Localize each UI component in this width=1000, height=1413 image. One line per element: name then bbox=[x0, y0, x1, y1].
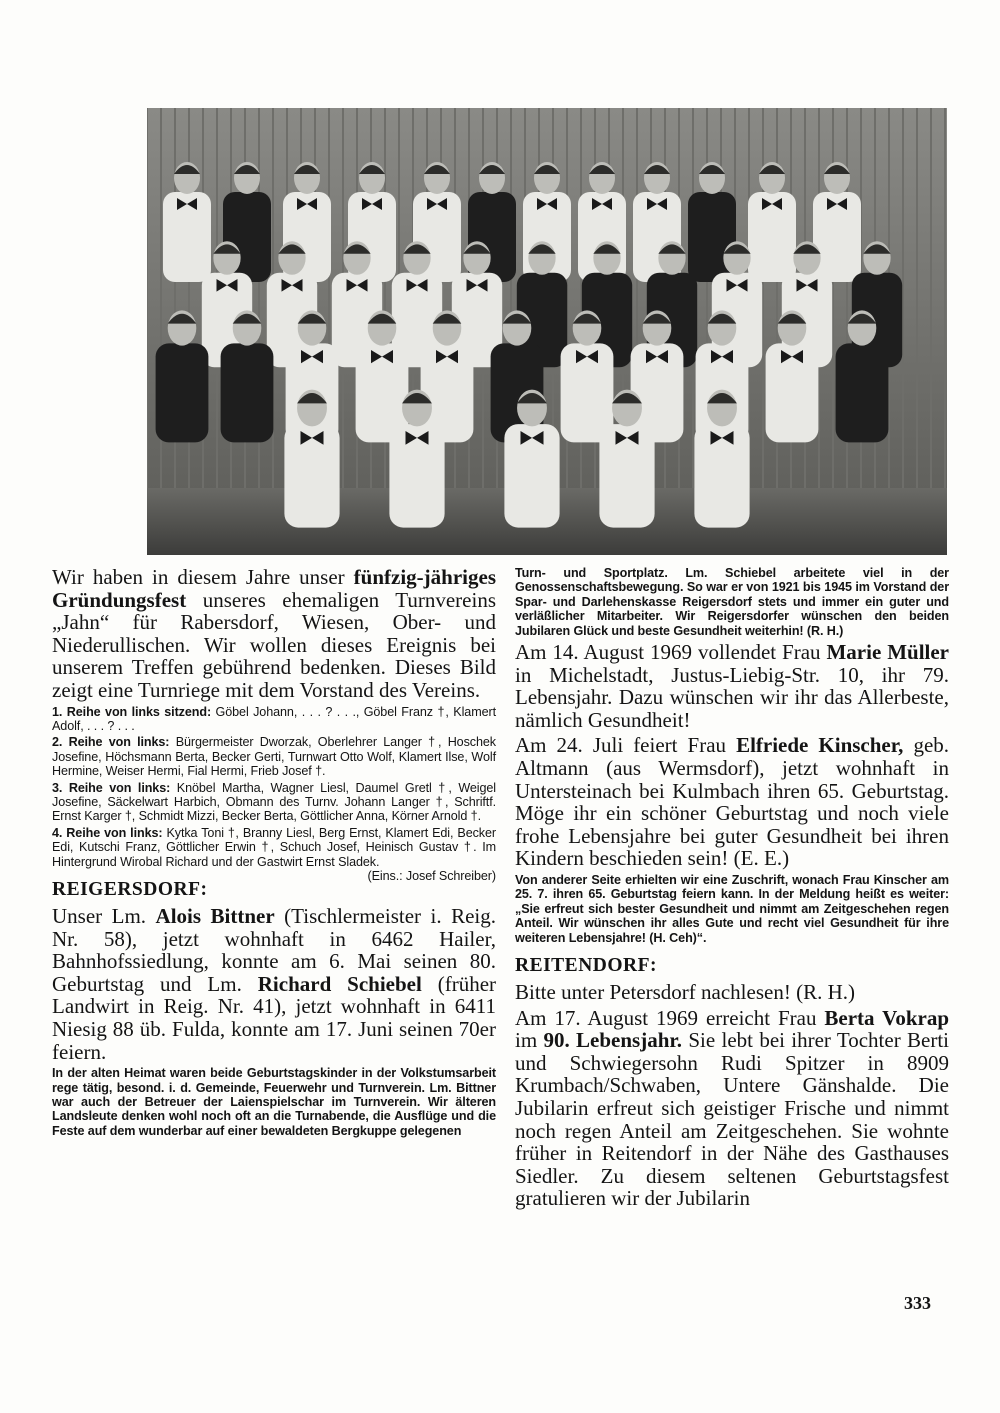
name-bold: Marie Müller bbox=[826, 640, 950, 665]
caption-row-text: Göbel Johann, . . . ? . . ., Göbel Franz †, Klamert Adolf, . . . ? . . . bbox=[52, 704, 496, 733]
caption-row-4 bbox=[52, 825, 496, 884]
caption-row-text: Kytka Toni †, Branny Liesl, Berg Ernst, Klamert Edi, Becker Edi, Kutschi Franz, Göttlicher Erwin †, Schuch Josef, Heinisch Gustav †. Im Hintergrund Wirobal Richard und der Gastwirt Ernst Sladek. bbox=[52, 825, 496, 869]
caption-row-2 bbox=[52, 735, 496, 778]
name-bold: Elfriede Kinscher, bbox=[736, 733, 904, 758]
name-bold: Berta Vokrap bbox=[824, 1005, 950, 1030]
text: Sie lebt bei ihrer Tochter Berti und Schwiegersohn Rudi Spitzer in 8909 Krumbach/Schwaben, Untere Gänshalde. Die Jubilarin erfreut sich geistiger Frische und nimmt noch regen Anteil am Zeitgeschehen. Sie wohnte früher in Reitendorf in der Nähe des Gasthauses Siedler. Zu diesem seltenen Geburtstagsfest gratulieren wir der Jubilarin bbox=[515, 1028, 949, 1211]
text: Am 17. August 1969 erreicht Frau bbox=[515, 1005, 825, 1030]
text: Am 24. Juli feiert Frau bbox=[515, 733, 737, 758]
intro-paragraph bbox=[52, 566, 496, 702]
reigersdorf-small-paragraph: In der alten Heimat waren beide Geburtstagskinder in der Volkstumsarbeit rege tätig, besond. i. d. Gemeinde, Feuerwehr und Turnverein. Lm. Bittner war auch der Betreuer der Laienspielschar im Turnverein. Wir älteren Landsleute denken wohl noch oft an die Turnabende, die Ausflüge und die Feste auf dem wunderbar auf einer bewaldeten Bergkuppe gelegenen bbox=[52, 1066, 496, 1138]
text: geb. Altmann (aus Wermsdorf), jetzt wohnhaft in Untersteinach bei Kulmbach ihren 65. Geburtstag. Möge ihr ein schöner Geburtstag und noch viele frohe Lebensjahre bei guter Gesundheit bei ihren Kindern beschieden sein! (E. E.) bbox=[515, 733, 950, 871]
text: (früher Landwirt in Reig. Nr. 41), jetzt wohnhaft in 6411 Niesig 88 üb. Fulda, konnte am 17. Juni seinen 70er feiern. bbox=[52, 971, 497, 1064]
text: (Tischlermeister i. Reig. Nr. 58), jetzt wohnhaft in 6462 Hailer, Bahnhofssiedlung, konnte am 6. Mai seinen 80. Geburtstag und Lm. bbox=[52, 904, 496, 996]
caption-row-1 bbox=[52, 705, 496, 734]
name-bold: Richard Schiebel bbox=[257, 971, 422, 996]
kinscher-paragraph bbox=[515, 734, 949, 870]
intro-text-1: Wir haben in diesem Jahre unser bbox=[52, 565, 354, 589]
intro-text-2: unseres ehemaligen Turnvereins „Jahn“ für Rabersdorf, Wiesen, Ober- und Niederullischen. Wir wollen dieses Ereignis bei unserem Treffen gebührend bedenken. Dieses Bild zeigt eine Turnriege mit dem Vorstand des Vereins. bbox=[52, 587, 496, 702]
intro-bold: fünfzig-jähriges Gründungsfest bbox=[52, 565, 496, 612]
group-photo-illustration bbox=[147, 108, 947, 555]
caption-row-text: Knöbel Martha, Wagner Liesl, Daumel Gretl †, Weigel Josefine, Säckelwart Harbich, Obmann des Turnv. Johann Langer †, Schriftf. Ernst Karger †, Schmidt Mizzi, Becker Berta, Göttlicher Anna, Körner Arnold †. bbox=[52, 780, 496, 824]
caption-row-lead: 1. Reihe von links sitzend: bbox=[52, 704, 212, 719]
text: im bbox=[515, 1028, 544, 1053]
photo-credit: (Eins.: Josef Schreiber) bbox=[367, 869, 496, 884]
caption-row-text: Bürgermeister Dworzak, Oberlehrer Langer †, Hoschek Josefine, Höchsmann Berta, Becker Gerti, Turnwart Otto Wolf, Klamert Ilse, Wolf Hermine, Weiser Hermi, Fial Hermi, Frieb Josef †. bbox=[52, 735, 496, 779]
text: Am 14. August 1969 vollendet Frau bbox=[515, 640, 827, 665]
vokrap-paragraph bbox=[515, 1007, 949, 1210]
section-heading-reitendorf: REITENDORF: bbox=[515, 955, 658, 976]
caption-row-lead: 4. Reihe von links: bbox=[52, 825, 163, 840]
continued-small-paragraph: Turn- und Sportplatz. Lm. Schiebel arbeitete viel in der Genossenschaftsbewegung. So war er von 1921 bis 1945 im Vorstand der Spar- und Darlehenskasse Reigersdorf stets und immer ein guter und verläßlicher Mitarbeiter. Wir Reigersdorfer wünschen den beiden Jubilaren Glück und beste Gesundheit weiterhin! (R. H.) bbox=[515, 566, 949, 638]
name-bold: Alois Bittner bbox=[155, 904, 275, 929]
right-column bbox=[515, 566, 949, 1213]
mueller-paragraph bbox=[515, 641, 949, 731]
left-column bbox=[52, 566, 496, 1141]
section-heading-reigersdorf: REIGERSDORF: bbox=[52, 879, 208, 901]
text: in Michelstadt, Justus-Liebig-Str. 10, ihr 79. Lebensjahr. Dazu wünschen wir ihr das Allerbeste, nämlich Gesundheit! bbox=[515, 662, 949, 732]
caption-row-lead: 3. Reihe von links: bbox=[52, 780, 171, 795]
text: Unser Lm. bbox=[52, 904, 156, 929]
caption-row-lead: 2. Reihe von links: bbox=[52, 735, 170, 750]
group-photo bbox=[147, 108, 947, 555]
page-number: 333 bbox=[904, 1293, 931, 1313]
reitendorf-note: Bitte unter Petersdorf nachlesen! (R. H.) bbox=[515, 980, 855, 1004]
reigersdorf-paragraph bbox=[52, 905, 496, 1063]
caption-row-3 bbox=[52, 781, 496, 824]
kinscher-small-paragraph: Von anderer Seite erhielten wir eine Zuschrift, wonach Frau Kinscher am 25. 7. ihren 65. Geburtstag feiern kann. In der Meldung heißt es weiter: „Sie erfreut sich bester Gesundheit und nimmt am Zeitgeschehen regen Anteil. Wir wünschen ihr alles Gute und recht viel Gesundheit für ihre weiteren Lebensjahre! (H. Ceh)“. bbox=[515, 872, 949, 945]
age-bold: 90. Lebensjahr. bbox=[543, 1028, 683, 1053]
